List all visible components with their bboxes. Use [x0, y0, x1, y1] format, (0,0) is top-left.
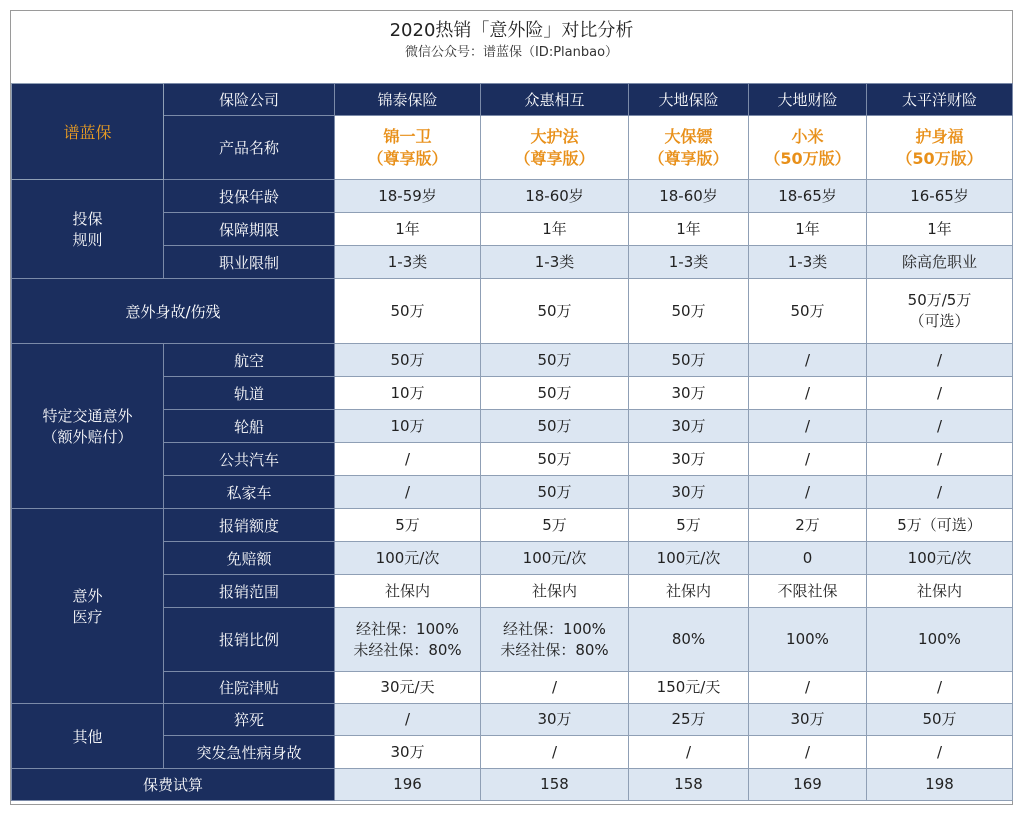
- row-label-illness: 突发急性病身故: [164, 736, 335, 769]
- table-row: [12, 279, 1013, 344]
- row-label-air: 航空: [164, 344, 335, 377]
- value-age: 18-60岁: [629, 180, 749, 213]
- row-label-ratio: 报销比例: [164, 608, 335, 672]
- product-name: 锦一卫 （尊享版）: [335, 116, 481, 180]
- value-deductible: 100元/次: [335, 542, 481, 575]
- value-premium: 198: [867, 769, 1013, 801]
- company-header: 保险公司: [164, 84, 335, 116]
- value-term: 1年: [867, 213, 1013, 246]
- product-name: 护身福 （50万版）: [867, 116, 1013, 180]
- value-ship: /: [867, 410, 1013, 443]
- value-sudden: 25万: [629, 704, 749, 736]
- value-premium: 169: [749, 769, 867, 801]
- value-term: 1年: [481, 213, 629, 246]
- value-deductible: 100元/次: [867, 542, 1013, 575]
- value-occupation: 除高危职业: [867, 246, 1013, 279]
- header: [10, 18, 1013, 62]
- value-ratio: 经社保：100% 未经社保：80%: [481, 608, 629, 672]
- company-name: 众惠相互: [481, 84, 629, 116]
- row-label-scope: 报销范围: [164, 575, 335, 608]
- value-sudden: 30万: [749, 704, 867, 736]
- value-ship: 10万: [335, 410, 481, 443]
- value-car: /: [867, 476, 1013, 509]
- value-car: /: [749, 476, 867, 509]
- table-row: [12, 704, 1013, 736]
- product-name: 大保镖 （尊享版）: [629, 116, 749, 180]
- group-rules: 投保 规则: [12, 180, 164, 279]
- row-label-term: 保障期限: [164, 213, 335, 246]
- value-death: 50万: [749, 279, 867, 344]
- value-sudden: 50万: [867, 704, 1013, 736]
- company-name: 太平洋财险: [867, 84, 1013, 116]
- table-row: [12, 84, 1013, 116]
- value-scope: 社保内: [481, 575, 629, 608]
- table-row: [12, 769, 1013, 801]
- value-rail: /: [749, 377, 867, 410]
- value-hospital: /: [481, 672, 629, 704]
- value-occupation: 1-3类: [749, 246, 867, 279]
- value-limit: 5万: [335, 509, 481, 542]
- value-ship: 30万: [629, 410, 749, 443]
- row-label-occupation: 职业限制: [164, 246, 335, 279]
- value-occupation: 1-3类: [481, 246, 629, 279]
- row-label-deductible: 免赔额: [164, 542, 335, 575]
- value-scope: 社保内: [335, 575, 481, 608]
- value-age: 18-59岁: [335, 180, 481, 213]
- value-rail: 10万: [335, 377, 481, 410]
- value-sudden: /: [335, 704, 481, 736]
- value-car: 30万: [629, 476, 749, 509]
- company-name: 锦泰保险: [335, 84, 481, 116]
- product-header: 产品名称: [164, 116, 335, 180]
- value-bus: /: [749, 443, 867, 476]
- group-traffic: 特定交通意外 （额外赔付）: [12, 344, 164, 509]
- value-hospital: /: [749, 672, 867, 704]
- page-title: 2020热销「意外险」对比分析: [389, 20, 634, 41]
- value-air: 50万: [335, 344, 481, 377]
- value-deductible: 100元/次: [481, 542, 629, 575]
- value-death: 50万: [481, 279, 629, 344]
- company-name: 大地财险: [749, 84, 867, 116]
- value-premium: 158: [629, 769, 749, 801]
- value-ship: 50万: [481, 410, 629, 443]
- table-row: [12, 180, 1013, 213]
- value-bus: 50万: [481, 443, 629, 476]
- product-name: 小米 （50万版）: [749, 116, 867, 180]
- value-age: 16-65岁: [867, 180, 1013, 213]
- value-illness: /: [867, 736, 1013, 769]
- page-subtitle: 微信公众号：谱蓝保（ID:Planbao）: [404, 45, 619, 60]
- value-illness: /: [749, 736, 867, 769]
- value-term: 1年: [335, 213, 481, 246]
- group-medical: 意外 医疗: [12, 509, 164, 704]
- value-bus: 30万: [629, 443, 749, 476]
- value-premium: 158: [481, 769, 629, 801]
- value-death: 50万/5万 （可选）: [867, 279, 1013, 344]
- brand-cell: 谱蓝保: [12, 84, 164, 180]
- value-scope: 社保内: [629, 575, 749, 608]
- value-age: 18-65岁: [749, 180, 867, 213]
- table-row: [12, 509, 1013, 542]
- value-rail: /: [867, 377, 1013, 410]
- value-scope: 不限社保: [749, 575, 867, 608]
- value-air: /: [867, 344, 1013, 377]
- value-illness: 30万: [335, 736, 481, 769]
- value-ratio: 100%: [749, 608, 867, 672]
- value-illness: /: [481, 736, 629, 769]
- value-scope: 社保内: [867, 575, 1013, 608]
- group-premium: 保费试算: [12, 769, 335, 801]
- row-label-age: 投保年龄: [164, 180, 335, 213]
- table-row: [12, 344, 1013, 377]
- row-label-sudden: 猝死: [164, 704, 335, 736]
- value-rail: 30万: [629, 377, 749, 410]
- value-occupation: 1-3类: [629, 246, 749, 279]
- value-age: 18-60岁: [481, 180, 629, 213]
- value-limit: 5万（可选）: [867, 509, 1013, 542]
- product-name: 大护法 （尊享版）: [481, 116, 629, 180]
- value-air: 50万: [481, 344, 629, 377]
- value-occupation: 1-3类: [335, 246, 481, 279]
- value-ratio: 经社保：100% 未经社保：80%: [335, 608, 481, 672]
- company-name: 大地保险: [629, 84, 749, 116]
- row-label-rail: 轨道: [164, 377, 335, 410]
- value-term: 1年: [629, 213, 749, 246]
- value-limit: 5万: [481, 509, 629, 542]
- value-car: 50万: [481, 476, 629, 509]
- row-label-bus: 公共汽车: [164, 443, 335, 476]
- comparison-table: [11, 83, 1013, 801]
- value-hospital: 30元/天: [335, 672, 481, 704]
- value-hospital: 150元/天: [629, 672, 749, 704]
- value-bus: /: [335, 443, 481, 476]
- row-label-hospital: 住院津贴: [164, 672, 335, 704]
- value-sudden: 30万: [481, 704, 629, 736]
- row-label-car: 私家车: [164, 476, 335, 509]
- value-rail: 50万: [481, 377, 629, 410]
- row-label-ship: 轮船: [164, 410, 335, 443]
- group-death: 意外身故/伤残: [12, 279, 335, 344]
- value-air: /: [749, 344, 867, 377]
- value-limit: 5万: [629, 509, 749, 542]
- value-car: /: [335, 476, 481, 509]
- group-other: 其他: [12, 704, 164, 769]
- value-deductible: 0: [749, 542, 867, 575]
- value-hospital: /: [867, 672, 1013, 704]
- value-premium: 196: [335, 769, 481, 801]
- value-bus: /: [867, 443, 1013, 476]
- value-death: 50万: [629, 279, 749, 344]
- value-ratio: 100%: [867, 608, 1013, 672]
- value-ship: /: [749, 410, 867, 443]
- row-label-limit: 报销额度: [164, 509, 335, 542]
- value-term: 1年: [749, 213, 867, 246]
- value-death: 50万: [335, 279, 481, 344]
- value-limit: 2万: [749, 509, 867, 542]
- value-ratio: 80%: [629, 608, 749, 672]
- value-air: 50万: [629, 344, 749, 377]
- value-illness: /: [629, 736, 749, 769]
- value-deductible: 100元/次: [629, 542, 749, 575]
